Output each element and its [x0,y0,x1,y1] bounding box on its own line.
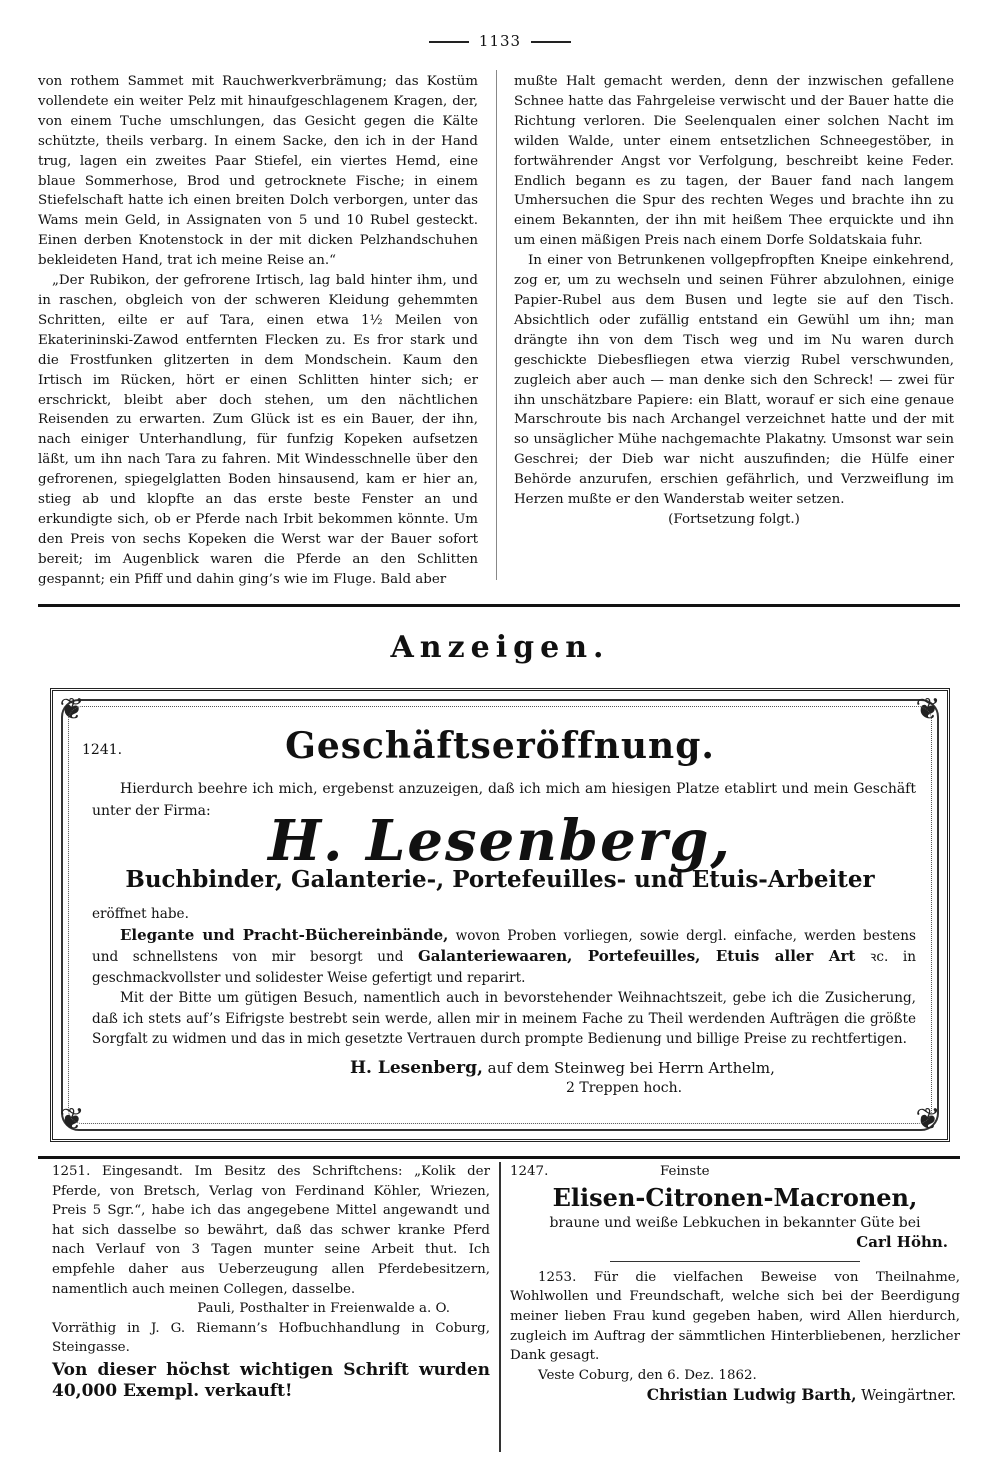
ad-offer [92,925,916,989]
ad-offer-bold: Elegante und Pracht-Büchereinbände, [120,925,449,944]
section-divider [38,1156,960,1159]
ad-1247-head [510,1162,960,1182]
ad-body [92,904,916,1050]
ad-opened: eröffnet habe. [92,906,189,922]
ad-signature-name: Christian Ludwig Barth, [646,1385,857,1405]
ad-1251 [52,1162,490,1402]
ad-intro: Hierdurch beehre ich mich, ergebenst anzuzeigen, daß ich mich am hiesigen Platze etablirt und mein Geschäft unter der Firma: [92,781,916,819]
ad-divider [610,1261,860,1262]
ornament-icon: ❦ [59,692,85,727]
ornament-icon: ❦ [915,1102,941,1137]
ad-stock-note: Vorräthig in J. G. Riemann’s Hofbuchhandlung in Coburg, Steingasse. [52,1320,490,1356]
ad-trades: Buchbinder, Galanterie-, Portefeuilles- und Etuis-Arbeiter [125,866,875,893]
ad-company-name: H. Lesenberg, [268,808,732,874]
page-number: 1133 [478,32,522,50]
ad-signature-name: H. Lesenberg, [350,1058,483,1078]
ad-signature-address: auf dem Steinweg bei Herrn Arthelm, [482,1059,775,1077]
ad-number: 1241. [82,742,123,758]
ad-date: Veste Coburg, den 6. Dez. 1862. [538,1367,757,1383]
ad-number: 1247. [510,1164,549,1179]
ad-signature [510,1385,960,1407]
column-divider [499,1162,501,1452]
column-divider [496,70,497,580]
ad-1253-text [510,1268,960,1366]
header-dash-right [531,41,571,43]
ad-text: braune und weiße Lebkuchen in bekannter Güte bei [549,1214,921,1231]
article-paragraph: von rothem Sammet mit Rauchwerkverbrämung; das Kostüm vollendete ein weiter Pelz mit hinaufgeschlagenem Kragen, der, von einem Tuche umschlungen, das Gesicht gegen die Kälte schützte, theils verbarg. In einem Sacke, den ich in der Hand trug, lagen ein zweites Paar Stiefel, ein viertes Hemd, eine blaue Sommerhose, Brod und getrocknete Fische; in einem Stiefelschaft hatte ich einen breiten Dolch verborgen, unter das Wams mein Geld, in Assignaten von 5 und 10 Rubel gesteckt. Einen derben Knotenstock in der mit dicken Pelzhandschuhen bekleideten Hand, trat ich meine Reise an.“ [38,74,478,269]
section-title: Anzeigen. [390,630,610,665]
ad-signature: Pauli, Posthalter in Freienwalde a. O. [197,1301,450,1317]
ad-headline: Geschäftseröffnung. [285,725,715,767]
continuation-note: (Fortsetzung folgt.) [668,511,800,527]
ad-1251-text [52,1162,490,1299]
ad-signature-floor: 2 Treppen hoch. [566,1080,683,1096]
article-paragraph: mußte Halt gemacht werden, denn der inzwischen gefallene Schnee hatte das Fahrgeleise verwischt und der Bauer hatte die Richtung verloren. Die Seelenqualen einer solchen Nacht im wilden Walde, unter einem entsetzlichen Schneegestöber, in fortwährender Angst vor Verfolgung, beschreibt keine Feder. Endlich begann es zu tagen, der Bauer fand nach langem Umhersuchen die Spur des rechten Weges und brachte ihn zu einem Bekannten, der ihn mit heißem Thee erquickte und ihn um einen mäßigen Preis nach einem Dorfe Soldatskaia fuhr. [514,74,954,249]
ornament-icon: ❦ [915,692,941,727]
section-divider [38,604,960,607]
ad-text: Eingesandt. Im Besitz des Schriftchens: „Kolik der Pferde, von Bretsch, Verlag von Ferdinand Köhler, Wriezen, Preis 5 Sgr.“, habe ich das angegebene Mittel angewandt und hat sich dasselbe so bewährt, daß das schwer kranke Pferd nach Verlauf von 3 Tagen munter seine Arbeit thut. Ich empfehle daher aus Ueberzeugung allen Pferdebesitzern, namentlich auch meinen Collegen, dasselbe. [52,1164,490,1297]
ad-offer-bold-2: Galanteriewaaren, Portefeuilles, Etuis aller Art [418,947,856,965]
ad-product-title: Elisen-Citronen-Macronen, [552,1182,918,1212]
article-paragraph: In einer von Betrunkenen vollgepfropften Kneipe einkehrend, zog er, um zu wechseln und seinen Führer abzulohnen, einige Papier-Rubel aus dem Busen und legte sie auf den Tisch. Absichtlich oder zufällig entstand ein Gewühl um ihn; man drängte ihn von dem Tisch weg und im Nu waren durch geschickte Diebesfliegen etwa vierzig Rubel verschwunden, zugleich aber auch — man denke sich den Schreck! — zwei für ihn unschätzbare Papiere: ein Blatt, worauf er sich eine genaue Marschroute bis nach Archangel verzeichnet hatte und der mit so unsäglicher Mühe nachgemachte Plakatny. Umsonst war sein Geschrei; der Dieb war nicht auszufinden; die Hülfe einer Behörde anzurufen, erschien gefährlich, und Verzweiflung im Herzen mußte er den Wanderstab weiter setzen. [514,253,954,508]
ad-request: Mit der Bitte um gütigen Besuch, namentlich auch in bevorstehender Weihnachtszeit, gebe ich die Zusicherung, daß ich stets auf’s Eifrigste bestrebt sein werde, allen mir in meinem Fache zu Theil werdenden Aufträgen die größte Sorgfalt zu widmen und das in mich gesetzte Vertrauen durch prompte Bedienung und billige Preise zu rechtfertigen. [92,990,916,1047]
ad-offer-text: wovon Proben vorliegen, sowie dergl. einfache, werden bestens und schnellstens von mir besorgt und [92,927,916,965]
ad-shout: Von dieser höchst wichtigen Schrift wurden 40,000 Exempl. verkauft! [52,1359,490,1401]
article-paragraph: „Der Rubikon, der gefrorene Irtisch, lag bald hinter ihm, und in raschen, obgleich von der schweren Kleidung gehemmten Schritten, eilte er auf Tara, einen etwa 1½ Meilen von Ekaterininski-Zawod entfernten Flecken zu. Es fror stark und die Frostfunken glitzerten in dem Mondschein. Kaum den Irtisch im Rücken, hört er einen Schlitten hinter sich; er erschrickt, bleibt aber doch stehen, um den nächtlichen Reisenden zu erwarten. Zum Glück ist es ein Bauer, der ihn, nach einiger Unterhandlung, für funfzig Kopeken aufsetzen läßt, um ihn nach Tara zu fahren. Mit Windesschnelle über den gefrorenen, spiegelglatten Boden hinsausend, kam er hier an, stieg ab und klopfte an das erste beste Fenster an und erkundigte sich, ob er Pferde nach Irbit bekommen könnte. Um den Preis von sechs Kopeken die Werst war der Bauer sofort bereit; im Augenblick waren die Pferde an den Schlitten gespannt; ein Pfiff und dahin ging’s wie im Fluge. Bald aber [38,273,478,587]
ad-text: Für die vielfachen Beweise von Theilnahme, Wohlwollen und Freundschaft, welche sich bei der Beerdigung meiner lieben Frau kund gegeben haben, wird Allen hierdurch, zugleich im Auftrag der sämmtlichen Hinterbliebenen, herzlicher Dank gesagt. [510,1269,960,1364]
article-column-left [38,72,478,590]
ad-1247-and-1253 [510,1162,960,1407]
ad-signature [350,1058,910,1078]
ad-number: 1253. [538,1269,577,1285]
article-column-right [514,72,954,530]
ornament-icon: ❦ [59,1102,85,1137]
page-number-header [0,32,1000,50]
ad-signature: Carl Höhn. [856,1233,948,1252]
ad-signature-role: Weingärtner. [856,1388,956,1405]
ad-offer-text-2: ꝛc. in geschmackvollster und solidester Weise gefertigt und reparirt. [92,949,916,986]
header-dash-left [429,41,469,43]
ad-kicker: Feinste [660,1164,710,1179]
ad-number: 1251. [52,1164,91,1179]
